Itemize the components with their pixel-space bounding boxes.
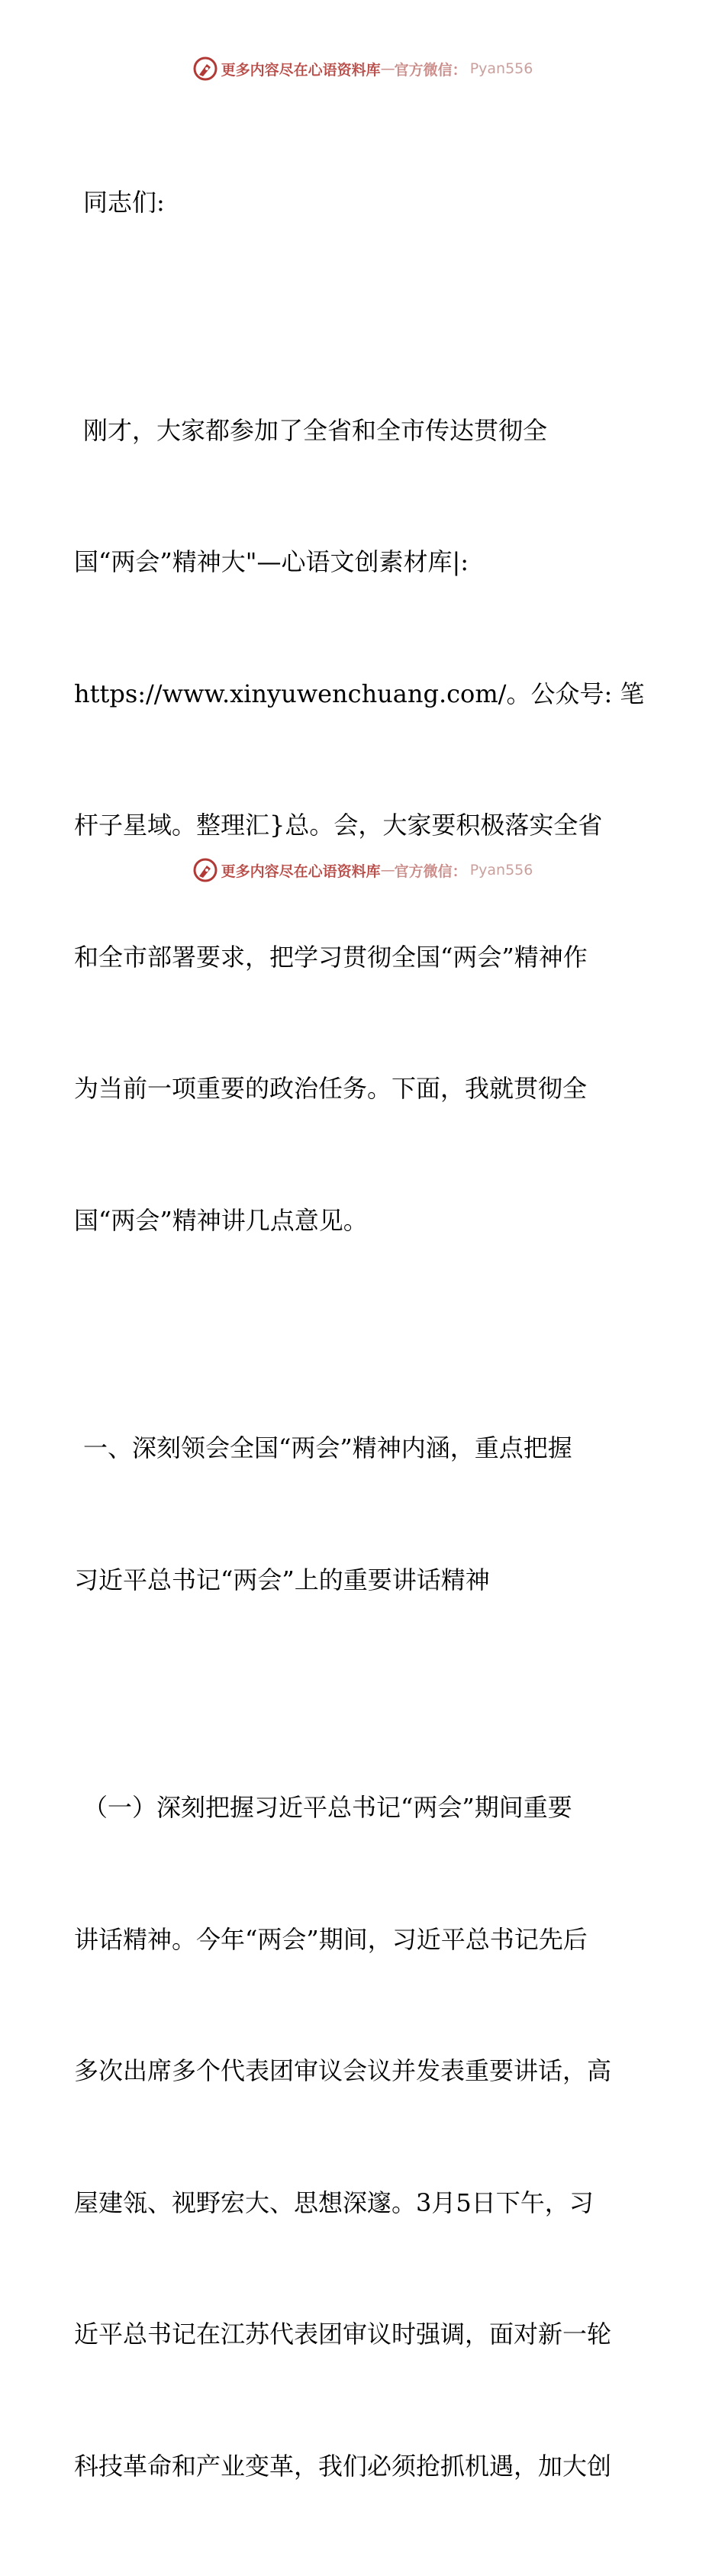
pen-nib-circle-icon <box>192 56 218 82</box>
section-heading-1 <box>74 1339 654 1690</box>
subsection-line: 多次出席多个代表团审议会议并发表重要讲话，高 <box>74 2056 612 2085</box>
intro-line: https://www.xinyuwenchuang.com/。公众号: 笔 <box>74 679 645 708</box>
intro-paragraph <box>74 321 654 1331</box>
pen-nib-circle-icon <box>192 857 218 883</box>
subsection-line: 讲话精神。今年“两会”期间，习近平总书记先后 <box>74 1924 588 1954</box>
subsection-line: 科技革命和产业变革，我们必须抢抓机遇，加大创 <box>74 2451 612 2481</box>
subsection-paragraph-1 <box>74 1698 654 2576</box>
intro-line: 杆子星域。整理汇}总。会，大家要积极落实全省 <box>74 811 603 840</box>
subsection-line: 近平总书记在江苏代表团审议时强调，面对新一轮 <box>74 2320 612 2349</box>
intro-line: 国“两会”精神大"—心语文创素材库|: <box>74 547 469 576</box>
header-watermark <box>0 53 725 84</box>
intro-line: 和全市部署要求，把学习贯彻全国“两会”精神作 <box>74 942 588 972</box>
watermark-official-label: 官方微信： <box>394 862 467 880</box>
subsection-line: （一）深刻把握习近平总书记“两会”期间重要 <box>83 1793 572 1822</box>
document-body <box>74 93 654 2576</box>
watermark-wechat-id: Pyan556 <box>469 60 533 77</box>
greeting <box>74 93 654 313</box>
watermark-title: 更多内容尽在心语资料库 <box>221 61 381 79</box>
watermark-separator: — <box>380 862 395 879</box>
section-heading-line: 习近平总书记“两会”上的重要讲话精神 <box>74 1565 490 1594</box>
intro-line: 刚才，大家都参加了全省和全市传达贯彻全 <box>83 415 548 445</box>
watermark-official-label: 官方微信： <box>394 61 467 79</box>
intro-line: 国“两会”精神讲几点意见。 <box>74 1205 368 1235</box>
footer-watermark <box>0 855 725 885</box>
intro-line: 为当前一项重要的政治任务。下面，我就贯彻全 <box>74 1074 588 1103</box>
subsection-line: 屋建瓴、视野宏大、思想深邃。3月5日下午，习 <box>74 2188 594 2217</box>
watermark-title: 更多内容尽在心语资料库 <box>221 862 381 880</box>
watermark-separator: — <box>380 60 395 77</box>
watermark-wechat-id: Pyan556 <box>469 862 533 879</box>
greeting-line: 同志们: <box>83 188 165 217</box>
section-heading-line: 一、深刻领会全国“两会”精神内涵，重点把握 <box>83 1433 572 1462</box>
